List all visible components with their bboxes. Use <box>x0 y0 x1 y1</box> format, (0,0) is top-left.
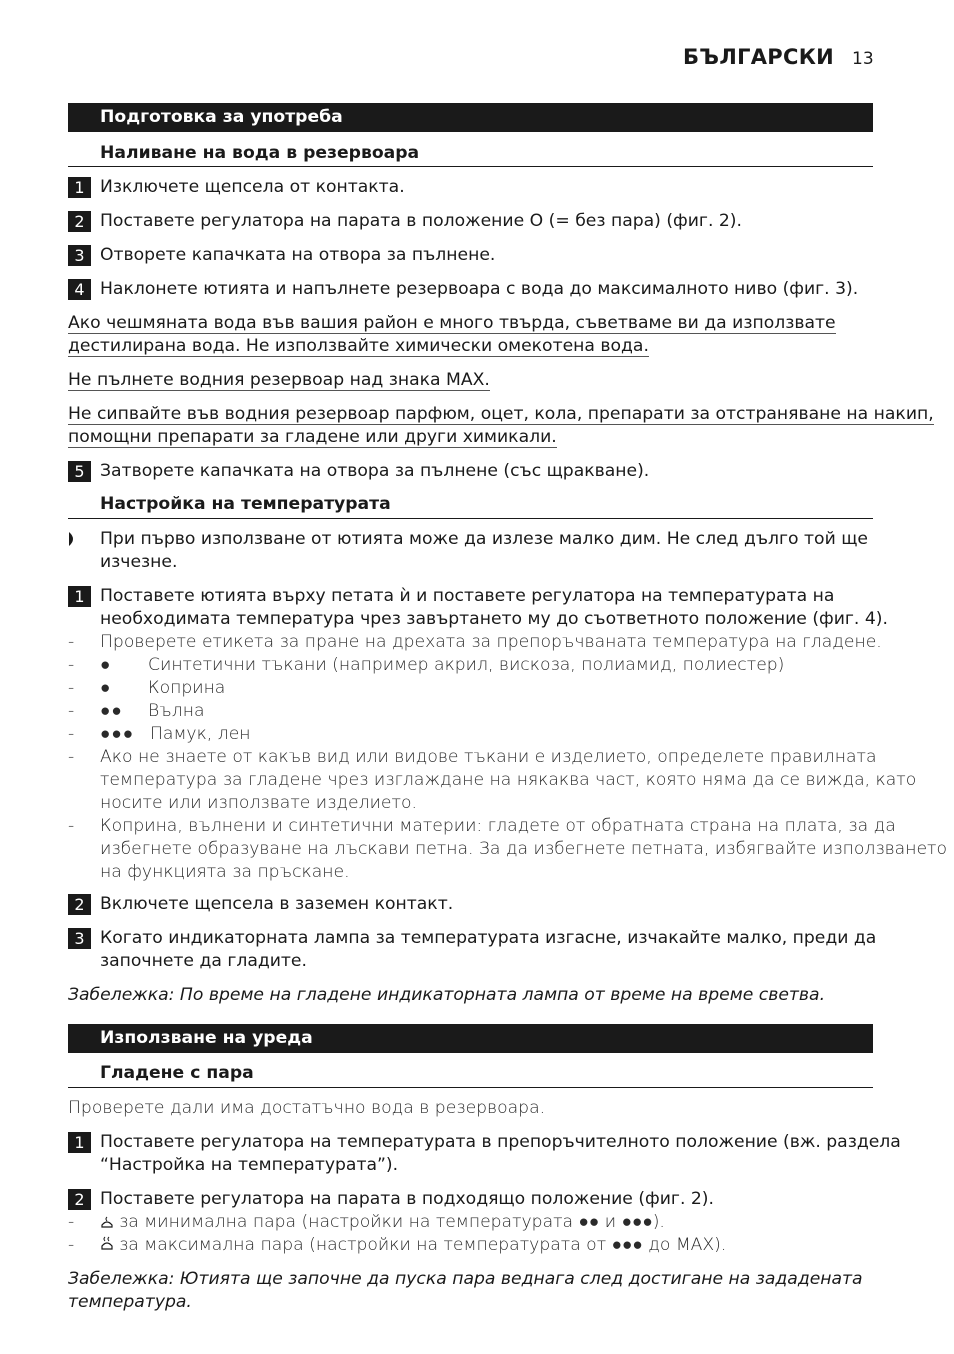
steam-max-text: за максимална пара (настройки на температурата от ●●● до MAX). <box>119 1235 727 1255</box>
language-heading: БЪЛГАРСКИ <box>683 45 835 69</box>
step-text: Поставете ютията върху петата ѝ и поставете регулатора на температурата на <box>100 586 835 606</box>
step-text: необходимата температура чрез завъртането му до съответното положение (фиг. 4). <box>100 609 888 629</box>
step-text: Поставете регулатора на температурата в препоръчителното положение (вж. раздела <box>100 1132 901 1152</box>
fabric-dots: ● <box>100 655 112 675</box>
list-dash: - <box>68 1212 75 1232</box>
warning-line: Не пълнете водния резервоар над знака MAX. <box>68 370 490 390</box>
section-bar-using <box>68 1024 873 1053</box>
remark-text: Забележка: По време на гладене индикаторната лампа от време на време светва. <box>68 985 826 1005</box>
step-number: 1 <box>68 586 91 607</box>
fabric-label: Памук, лен <box>150 724 251 744</box>
warning-line: Ако чешмяната вода във вашия район е много твърда, съветваме ви да използвате <box>68 313 836 333</box>
step-number: 1 <box>68 177 91 198</box>
step-number: 2 <box>68 894 91 915</box>
section-title: Използване на уреда <box>100 1028 313 1048</box>
step-number: 5 <box>68 461 91 482</box>
step-text: “Настройка на температурата”). <box>100 1155 399 1175</box>
subheading-rule <box>68 1087 873 1088</box>
note-text: изчезне. <box>100 552 178 572</box>
step-text: Поставете регулатора на парата в положение O (= без пара) (фиг. 2). <box>100 211 742 231</box>
subheading-steam-ironing: Гладене с пара <box>100 1063 254 1083</box>
warning-hard-water-2 <box>68 335 649 358</box>
step-number: 4 <box>68 279 91 300</box>
step-text: Поставете регулатора на парата в подходящо положение (фиг. 2). <box>100 1189 714 1209</box>
subheading-temperature: Настройка на температурата <box>100 494 391 514</box>
list-item: избегнете образуване на лъскави петна. За да избегнете петната, избягвайте използването <box>100 839 947 859</box>
list-item: температура за гладене чрез изглаждане на някаква част, която няма да се вижда, като <box>100 770 917 790</box>
fabric-label: Вълна <box>148 701 205 721</box>
step-text: Изключете щепсела от контакта. <box>100 177 405 197</box>
step-text: Когато индикаторната лампа за температурата изгасне, изчакайте малко, преди да <box>100 928 877 948</box>
page-number: 13 <box>852 49 874 69</box>
step-number: 3 <box>68 245 91 266</box>
warning-line: дестилирана вода. Не използвайте химически омекотена вода. <box>68 336 649 356</box>
list-dash: - <box>68 655 75 675</box>
subheading-rule <box>68 166 873 167</box>
list-item: Коприна, вълнени и синтетични материи: гладете от обратната страна на плата, за да <box>100 816 896 836</box>
step-number: 2 <box>68 1189 91 1210</box>
fabric-label: Коприна <box>148 678 226 698</box>
list-dash: - <box>68 632 75 652</box>
warning-hard-water <box>68 312 836 335</box>
subheading-fill-water: Наливане на вода в резервоара <box>100 143 420 163</box>
note-text: При първо използване от ютията може да излезе малко дим. Не след дълго той ще <box>100 529 868 549</box>
note-marker-icon <box>68 532 78 546</box>
steam-min-icon <box>100 1216 114 1229</box>
list-dash: - <box>68 816 75 836</box>
warning-line: помощни препарати за гладене или други химикали. <box>68 427 557 447</box>
warning-chemicals-2 <box>68 426 557 449</box>
fabric-label: Синтетични тъкани (например акрил, вискоза, полиамид, полиестер) <box>148 655 785 675</box>
step-text: Включете щепсела в заземен контакт. <box>100 894 454 914</box>
list-dash: - <box>68 678 75 698</box>
warning-chemicals <box>68 403 934 426</box>
list-dash: - <box>68 724 75 744</box>
step-text: Затворете капачката на отвора за пълнене (със щракване). <box>100 461 650 481</box>
section-title: Подготовка за употреба <box>100 107 343 127</box>
fabric-dots: ●●● <box>100 724 135 744</box>
list-dash: - <box>68 1235 75 1255</box>
fabric-dots: ●● <box>100 701 123 721</box>
warning-line: Не сипвайте във водния резервоар парфюм, оцет, кола, препарати за отстраняване на накип, <box>68 404 934 424</box>
step-text: започнете да гладите. <box>100 951 307 971</box>
list-item: Ако не знаете от какъв вид или видове тъкани е изделието, определете правилната <box>100 747 877 767</box>
step-number: 3 <box>68 928 91 949</box>
section-bar-preparation <box>68 103 873 132</box>
list-dash: - <box>68 747 75 767</box>
list-item: Проверете етикета за пране на дрехата за препоръчваната температура на гладене. <box>100 632 882 652</box>
warning-max <box>68 369 490 392</box>
step-text: Наклонете ютията и напълнете резервоара с вода до максималното ниво (фиг. 3). <box>100 279 859 299</box>
list-dash: - <box>68 701 75 721</box>
step-text: Отворете капачката на отвора за пълнене. <box>100 245 496 265</box>
remark-text: температура. <box>68 1292 192 1312</box>
intro-text: Проверете дали има достатъчно вода в резервоара. <box>68 1098 546 1118</box>
remark-text: Забележка: Ютията ще започне да пуска пара веднага след достигане на зададената <box>68 1269 863 1289</box>
subheading-rule <box>68 518 873 519</box>
fabric-dots: ● <box>100 678 112 698</box>
list-item: носите или използвате изделието. <box>100 793 417 813</box>
step-number: 1 <box>68 1132 91 1153</box>
steam-min-text: за минимална пара (настройки на температурата ●● и ●●●). <box>119 1212 665 1232</box>
step-number: 2 <box>68 211 91 232</box>
list-item: на функцията за пръскане. <box>100 862 350 882</box>
steam-max-icon <box>100 1236 114 1251</box>
